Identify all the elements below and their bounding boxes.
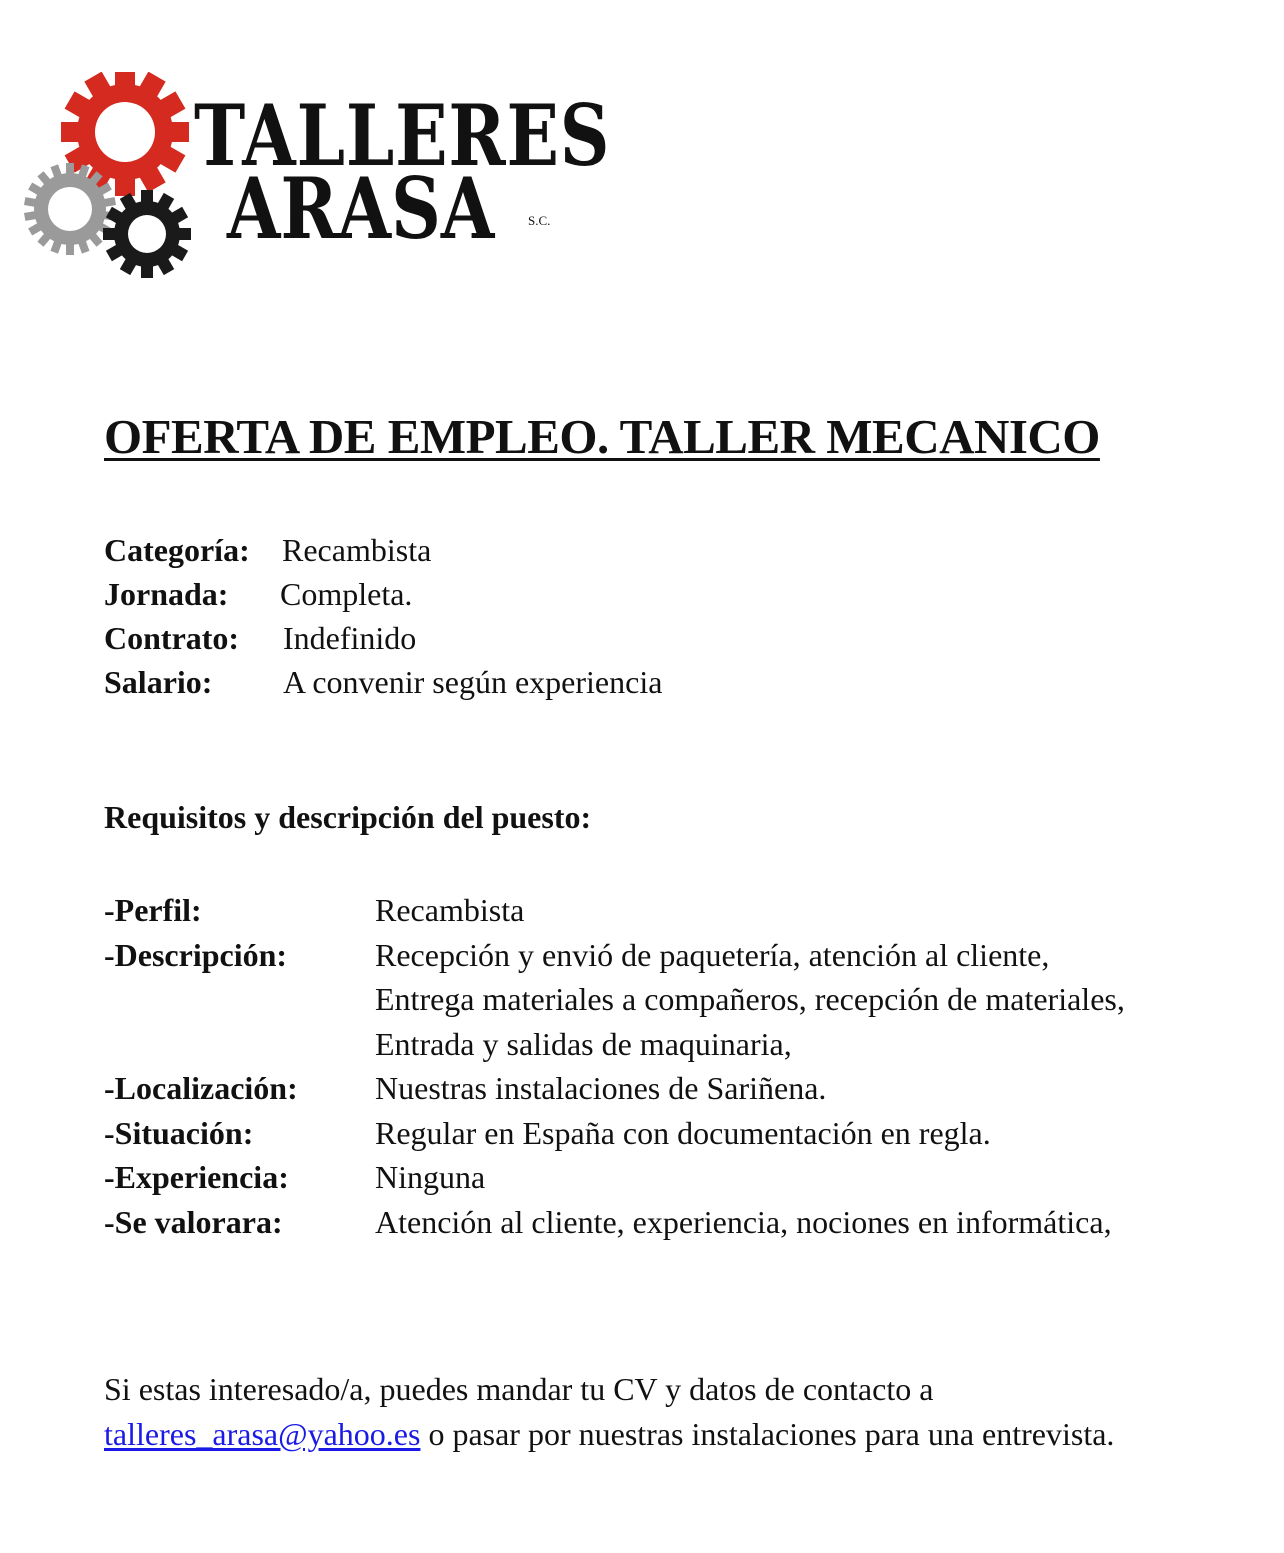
gray-gear-icon xyxy=(24,163,116,255)
requirement-label: -Descripción: xyxy=(104,936,288,973)
summary-label: Categoría: xyxy=(104,532,250,568)
requirement-value xyxy=(375,888,1264,933)
requirement-description xyxy=(104,933,1264,1067)
requirements-heading: Requisitos y descripción del puesto: xyxy=(104,799,592,835)
requirement-value xyxy=(375,933,1264,1067)
requirement-location xyxy=(104,1066,1264,1111)
summary-value: Indefinido xyxy=(283,620,417,656)
requirement-label: -Localización: xyxy=(104,1070,298,1106)
company-logo xyxy=(22,72,622,282)
closing-line-1: Si estas interesado/a, puedes mandar tu CV y datos de contacto a xyxy=(104,1371,934,1407)
requirement-line: Recepción y envió de paquetería, atención al cliente, xyxy=(375,936,1050,973)
requirement-label: -Situación: xyxy=(104,1114,254,1151)
requirement-value xyxy=(375,1200,1264,1245)
requirement-situation xyxy=(104,1111,1264,1156)
logo-line-2: ARASA xyxy=(227,159,495,258)
logo-line-1: TALLERES xyxy=(194,86,611,185)
requirement-line: Entrada y salidas de maquinaria, xyxy=(375,1025,792,1062)
requirement-line: Recambista xyxy=(375,892,525,928)
requirement-line: Entrega materiales a compañeros, recepción de materiales, xyxy=(375,981,1125,1017)
requirement-profile xyxy=(104,888,1264,933)
summary-value: Recambista xyxy=(282,532,432,568)
closing-line-2 xyxy=(104,1412,1114,1457)
summary-label: Jornada: xyxy=(104,576,229,612)
closing-line-2-text: o pasar por nuestras instalaciones para una entrevista. xyxy=(420,1416,1115,1452)
requirement-line: Ninguna xyxy=(375,1159,486,1195)
requirement-line: Atención al cliente, experiencia, nociones en informática, xyxy=(375,1203,1112,1240)
summary-value: Completa. xyxy=(280,576,413,612)
gears-icon xyxy=(22,72,222,282)
requirement-label: -Perfil: xyxy=(104,892,202,928)
page-title: OFERTA DE EMPLEO. TALLER MECANICO xyxy=(104,409,1100,464)
requirement-line: Regular en España con documentación en regla. xyxy=(375,1114,991,1151)
summary-value: A convenir según experiencia xyxy=(283,664,663,700)
requirement-label: -Experiencia: xyxy=(104,1159,289,1195)
requirement-experience xyxy=(104,1155,1264,1200)
requirements-list xyxy=(104,888,1264,1244)
summary-label: Salario: xyxy=(104,664,213,700)
black-gear-icon xyxy=(103,190,191,278)
requirement-value xyxy=(375,1111,1264,1156)
requirement-valued xyxy=(104,1200,1264,1245)
requirement-line: Nuestras instalaciones de Sariñena. xyxy=(375,1070,827,1106)
contact-email-link[interactable]: talleres_arasa@yahoo.es xyxy=(104,1416,421,1452)
closing-paragraph xyxy=(104,1367,1114,1457)
requirement-value xyxy=(375,1066,1264,1111)
requirement-label: -Se valorara: xyxy=(104,1203,283,1240)
summary-label: Contrato: xyxy=(104,620,240,656)
logo-suffix: S.C. xyxy=(528,213,551,228)
requirement-value xyxy=(375,1155,1264,1200)
